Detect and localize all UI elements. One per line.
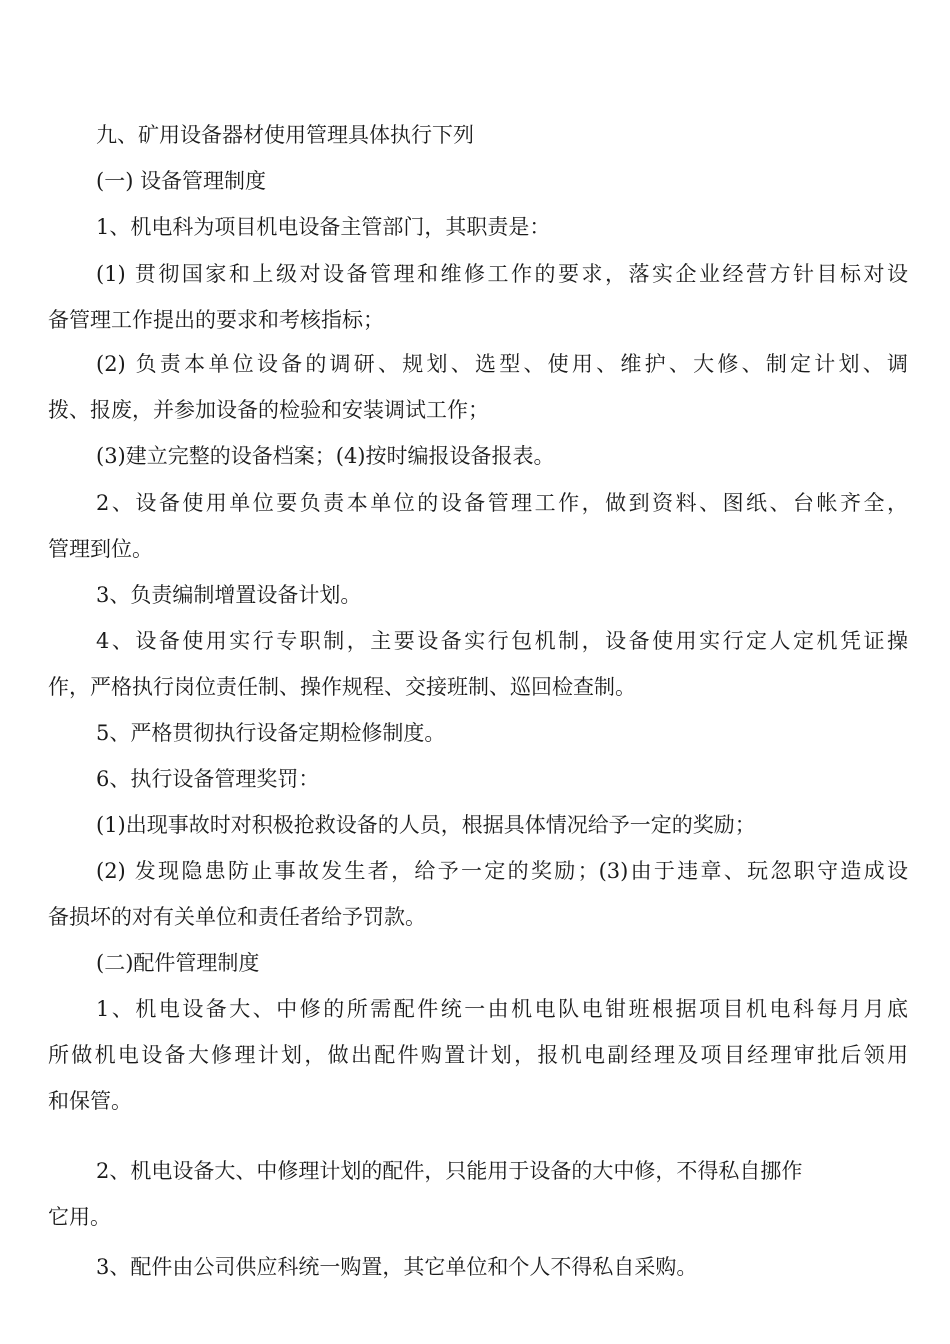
paragraph-line: 1、机电设备大、中修的所需配件统一由机电队电钳班根据项目机电科每月月底 xyxy=(96,997,908,1021)
subsection-title-parts: (二)配件管理制度 xyxy=(96,951,260,975)
paragraph-line: 备损坏的对有关单位和责任者给予罚款。 xyxy=(48,905,426,929)
section-heading: 九、矿用设备器材使用管理具体执行下列 xyxy=(96,123,474,147)
paragraph-line: (2) 发现隐患防止事故发生者，给予一定的奖励；(3)由于违章、玩忽职守造成设 xyxy=(96,859,908,883)
paragraph-line: 拨、报废，并参加设备的检验和安装调试工作； xyxy=(48,398,489,422)
paragraph-line: 和保管。 xyxy=(48,1089,132,1113)
subsection-title-equipment: (一) 设备管理制度 xyxy=(96,169,267,193)
paragraph-line: 2、设备使用单位要负责本单位的设备管理工作，做到资料、图纸、台帐齐全， xyxy=(96,491,908,515)
paragraph: (3)建立完整的设备档案；(4)按时编报设备报表。 xyxy=(96,444,555,468)
paragraph: 3、配件由公司供应科统一购置，其它单位和个人不得私自采购。 xyxy=(96,1255,698,1279)
paragraph-line: (1) 贯彻国家和上级对设备管理和维修工作的要求，落实企业经营方针目标对设 xyxy=(96,262,908,286)
paragraph-line: 它用。 xyxy=(48,1205,111,1229)
paragraph: 3、负责编制增置设备计划。 xyxy=(96,583,362,607)
paragraph-line: 管理到位。 xyxy=(48,537,153,561)
paragraph-line: (2) 负责本单位设备的调研、规划、选型、使用、维护、大修、制定计划、调 xyxy=(96,352,908,376)
paragraph: 1、机电科为项目机电设备主管部门，其职责是： xyxy=(96,215,551,239)
paragraph: 6、执行设备管理奖罚： xyxy=(96,767,320,791)
paragraph-line: 所做机电设备大修理计划，做出配件购置计划，报机电副经理及项目经理审批后领用 xyxy=(48,1043,908,1067)
paragraph-line: 作，严格执行岗位责任制、操作规程、交接班制、巡回检查制。 xyxy=(48,675,636,699)
paragraph-line: 2、机电设备大、中修理计划的配件，只能用于设备的大中修，不得私自挪作 xyxy=(96,1159,803,1183)
paragraph: 5、严格贯彻执行设备定期检修制度。 xyxy=(96,721,446,745)
paragraph-line: 4、设备使用实行专职制，主要设备实行包机制，设备使用实行定人定机凭证操 xyxy=(96,629,908,653)
paragraph: (1)出现事故时对积极抢救设备的人员，根据具体情况给予一定的奖励； xyxy=(96,813,756,837)
paragraph-line: 备管理工作提出的要求和考核指标； xyxy=(48,308,384,332)
